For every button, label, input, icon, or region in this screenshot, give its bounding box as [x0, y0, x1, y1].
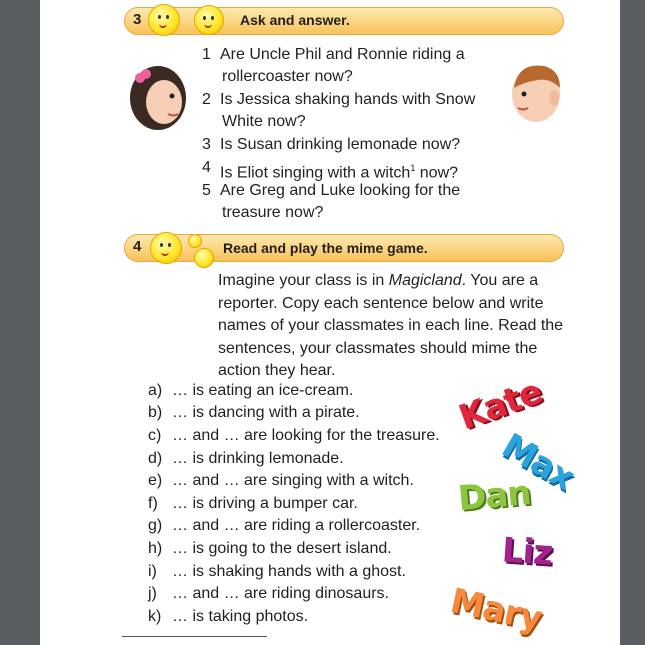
list-item	[148, 448, 344, 470]
list-item	[148, 583, 389, 605]
item-text: … and … are riding a rollercoaster.	[172, 517, 421, 534]
question-number: 4	[202, 159, 211, 176]
item-letter: h)	[148, 540, 163, 557]
item-letter: k)	[148, 608, 162, 625]
smiley-sun-icon	[148, 4, 180, 36]
smiley-sun-icon	[194, 5, 224, 35]
boy-face-icon	[506, 62, 562, 124]
small-sun-icon	[188, 234, 202, 248]
exercise-4-instructions	[218, 270, 568, 383]
exercise-3-number: 3	[133, 11, 142, 28]
list-item	[148, 380, 353, 402]
item-text: … and … are looking for the treasure.	[172, 427, 440, 444]
question-text: Is Susan drinking lemonade now?	[220, 136, 461, 153]
question-text: Is Jessica shaking hands with Snow	[220, 91, 476, 108]
item-letter: g)	[148, 517, 163, 534]
item-letter: d)	[148, 450, 163, 467]
girl-face-icon	[128, 62, 192, 132]
footnote-divider	[122, 636, 267, 637]
question-text: treasure now?	[222, 204, 324, 221]
item-letter: a)	[148, 382, 163, 399]
exercise-4-title: Read and play the mime game.	[223, 240, 428, 256]
item-letter: c)	[148, 427, 162, 444]
small-sun-icon	[194, 248, 214, 268]
list-item	[148, 515, 420, 537]
item-text: … is driving a bumper car.	[172, 495, 358, 512]
list-item	[148, 425, 440, 447]
question-text-main: Is Eliot singing with a witch	[220, 164, 411, 182]
name-liz: Liz	[500, 530, 554, 574]
list-item	[148, 493, 358, 515]
item-text: … is taking photos.	[172, 608, 309, 625]
exercise-4-number: 4	[133, 238, 142, 255]
instructions-italic: Magicland	[388, 272, 462, 289]
question-text-end: now?	[415, 164, 459, 182]
item-letter: j)	[148, 585, 157, 602]
question-text: Are Greg and Luke looking for the	[220, 182, 461, 199]
item-text: … is dancing with a pirate.	[172, 404, 360, 421]
instructions-text: Imagine your class is in	[218, 272, 389, 289]
item-text: … and … are riding dinosaurs.	[172, 585, 389, 602]
item-text: … is shaking hands with a ghost.	[172, 563, 406, 580]
item-text: … is eating an ice-cream.	[172, 382, 354, 399]
textbook-page	[40, 0, 620, 645]
list-item	[148, 402, 360, 424]
question-number: 1	[202, 46, 211, 63]
item-letter: b)	[148, 404, 163, 421]
item-text: … is drinking lemonade.	[172, 450, 344, 467]
instructions-text-rest: . You are a reporter. Copy each sentence below and write names of your classmates in each line. Read the sentences, your classmates should mime the action they hear.	[218, 272, 564, 380]
item-letter: f)	[148, 495, 158, 512]
list-item	[148, 470, 414, 492]
item-letter: e)	[148, 472, 163, 489]
list-item	[148, 561, 406, 583]
list-item	[148, 606, 308, 628]
name-dan: Dan	[456, 472, 532, 520]
question-text: White now?	[222, 113, 306, 130]
question-number: 3	[202, 136, 211, 153]
exercise-3-title: Ask and answer.	[240, 12, 350, 28]
item-text: … and … are singing with a witch.	[172, 472, 414, 489]
question-number: 5	[202, 182, 211, 199]
item-letter: i)	[148, 563, 157, 580]
footnote-marker: 1	[410, 163, 416, 173]
name-max: Max	[495, 425, 581, 499]
question-text: rollercoaster now?	[222, 68, 353, 85]
item-text: … is going to the desert island.	[172, 540, 392, 557]
smiley-sun-icon	[150, 232, 182, 264]
name-mary: Mary	[446, 580, 545, 640]
question-text: Are Uncle Phil and Ronnie riding a	[220, 46, 465, 63]
question-number: 2	[202, 91, 211, 108]
list-item	[148, 538, 392, 560]
name-kate: Kate	[453, 371, 547, 439]
